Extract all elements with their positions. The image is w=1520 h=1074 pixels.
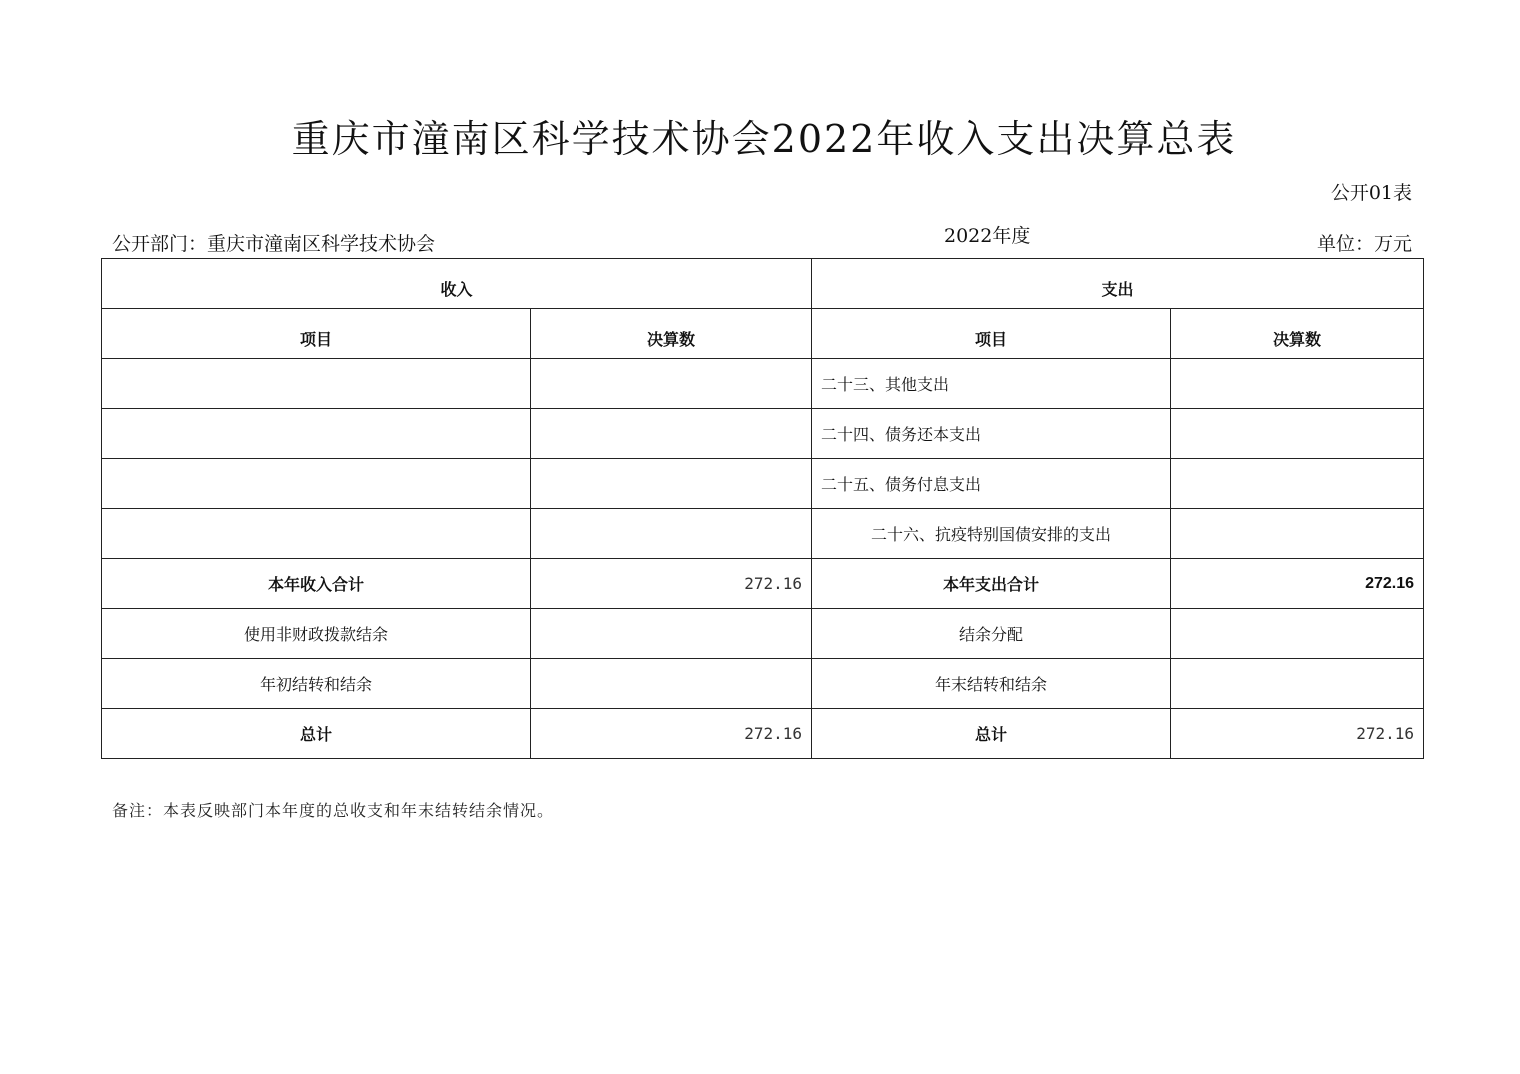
- expense-amount-cell: [1171, 459, 1424, 509]
- table-row: [102, 659, 1424, 709]
- expense-amount-header: 决算数: [1171, 309, 1424, 359]
- expense-amount-cell: [1171, 509, 1424, 559]
- income-item-header: 项目: [102, 309, 531, 359]
- income-amount-cell: [531, 359, 812, 409]
- income-amount-cell: [531, 609, 812, 659]
- expense-amount-cell: [1171, 659, 1424, 709]
- table-row: [102, 459, 1424, 509]
- expense-subtotal-label: 本年支出合计: [812, 559, 1171, 609]
- expense-item-header: 项目: [812, 309, 1171, 359]
- income-total-label: 总计: [102, 709, 531, 759]
- expense-amount-cell: [1171, 609, 1424, 659]
- table-row: [102, 709, 1424, 759]
- expense-total-amount: 272.16: [1171, 709, 1424, 759]
- expense-total-label: 总计: [812, 709, 1171, 759]
- income-amount-cell: [531, 659, 812, 709]
- expense-item-cell: 二十五、债务付息支出: [812, 459, 1171, 509]
- income-amount-cell: [531, 409, 812, 459]
- income-total-amount: 272.16: [531, 709, 812, 759]
- expense-item-cell: 年末结转和结余: [812, 659, 1171, 709]
- expense-item-cell: 二十三、其他支出: [812, 359, 1171, 409]
- income-item-cell: [102, 459, 531, 509]
- table-row: [102, 559, 1424, 609]
- footnote: 备注：本表反映部门本年度的总收支和年末结转结余情况。: [112, 801, 555, 820]
- document-title: 重庆市潼南区科学技术协会2022年收入支出决算总表: [291, 117, 1237, 161]
- form-number: 公开01表: [1330, 182, 1412, 204]
- income-item-cell: 年初结转和结余: [102, 659, 531, 709]
- table-row: [102, 359, 1424, 409]
- income-amount-header: 决算数: [531, 309, 812, 359]
- fiscal-year: 2022年度: [944, 225, 1031, 247]
- expense-section-header: 支出: [812, 259, 1424, 309]
- expense-item-cell: 二十四、债务还本支出: [812, 409, 1171, 459]
- unit-label: 单位：万元: [1316, 233, 1412, 255]
- column-header-row: [102, 309, 1424, 359]
- income-expense-table: [101, 258, 1424, 759]
- income-subtotal-label: 本年收入合计: [102, 559, 531, 609]
- income-amount-cell: [531, 509, 812, 559]
- expense-item-cell: 结余分配: [812, 609, 1171, 659]
- income-item-cell: [102, 509, 531, 559]
- expense-amount-cell: [1171, 359, 1424, 409]
- expense-item-cell: 二十六、抗疫特别国债安排的支出: [812, 509, 1171, 559]
- income-amount-cell: [531, 459, 812, 509]
- section-header-row: [102, 259, 1424, 309]
- table-row: [102, 409, 1424, 459]
- income-item-cell: [102, 359, 531, 409]
- expense-subtotal-amount: 272.16: [1171, 559, 1424, 609]
- income-item-cell: [102, 409, 531, 459]
- expense-amount-cell: [1171, 409, 1424, 459]
- department-label: 公开部门：重庆市潼南区科学技术协会: [112, 233, 436, 255]
- table-row: [102, 509, 1424, 559]
- income-section-header: 收入: [102, 259, 812, 309]
- income-item-cell: 使用非财政拨款结余: [102, 609, 531, 659]
- income-subtotal-amount: 272.16: [531, 559, 812, 609]
- table-row: [102, 609, 1424, 659]
